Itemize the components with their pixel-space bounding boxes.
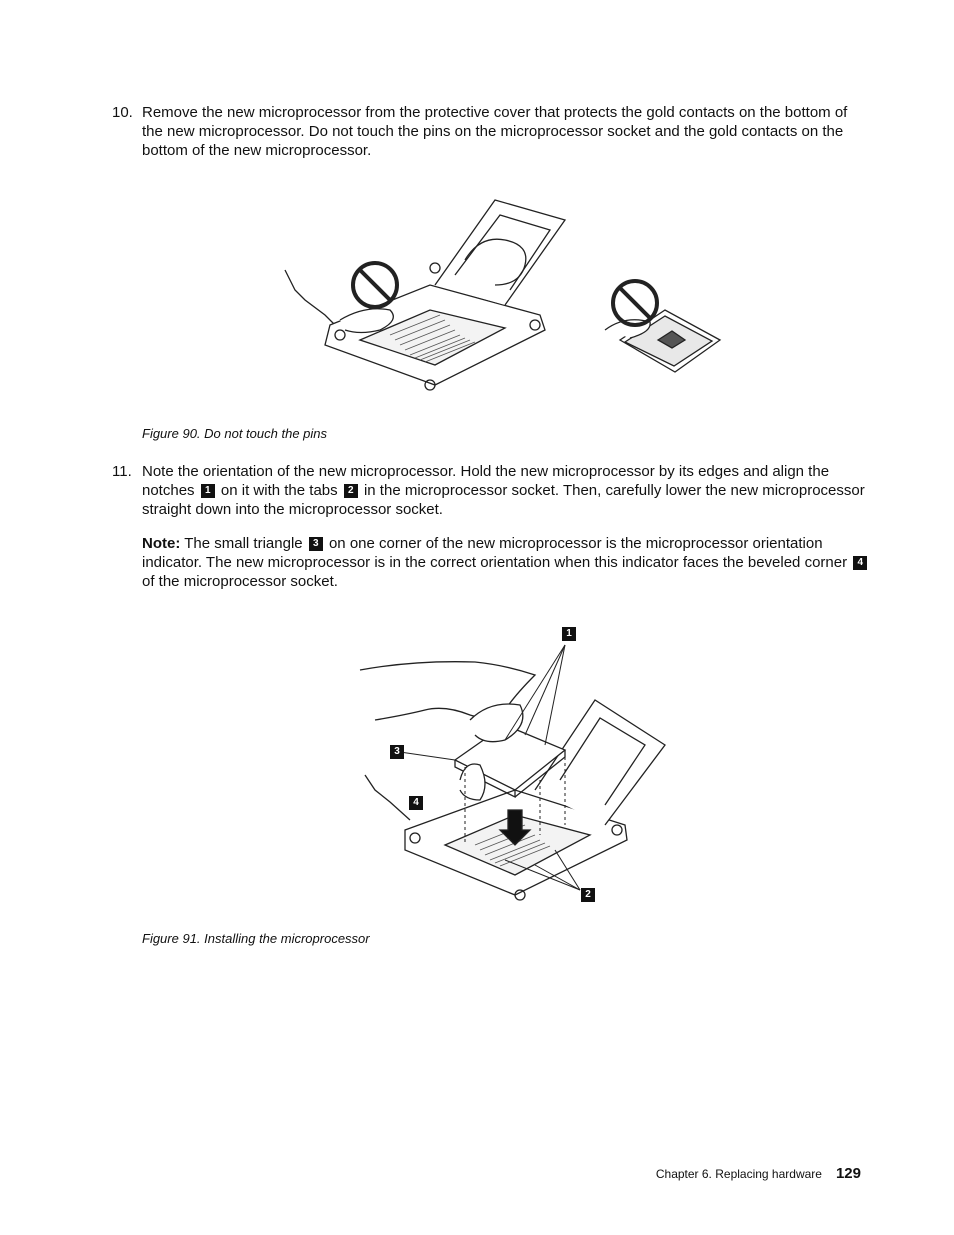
- note-text-part: on one corner of the new microprocessor is the microprocessor orientation indicator. The new microprocessor is in the correct orientation when this indicator faces the beveled corner: [142, 535, 848, 571]
- step-number: 11.: [112, 463, 132, 480]
- callout-badge: 3: [309, 537, 323, 551]
- step-11: [112, 462, 872, 519]
- note-text-part: The small triangle: [184, 535, 303, 552]
- figure-90-caption: Figure 90. Do not touch the pins: [142, 426, 328, 441]
- step-text-part: Note the orientation of the new microprocessor. Hold the new microprocessor by its edges and align the notches: [142, 463, 830, 499]
- figure-91-callout-3: 3: [390, 745, 404, 759]
- figure-91-caption: Figure 91. Installing the microprocessor: [142, 931, 370, 946]
- step-text: Remove the new microprocessor from the protective cover that protects the gold contacts on the bottom of the new microprocessor. Do not touch the pins on the microprocessor socket and the gold contacts on the bottom of the new microprocessor.: [142, 104, 848, 159]
- figure-91-illustration: [355, 640, 675, 910]
- step-text-part: on it with the tabs: [220, 482, 338, 499]
- page-footer: [656, 1165, 861, 1182]
- figure-91-callout-4: 4: [409, 796, 423, 810]
- callout-badge: 1: [201, 484, 215, 498]
- step-text: [142, 462, 872, 519]
- step-text-part: in the microprocessor socket. Then, carefully lower the new microprocessor straight down into the microprocessor socket.: [142, 482, 865, 518]
- callout-badge: 2: [344, 484, 358, 498]
- figure-91-callout-1: 1: [562, 627, 576, 641]
- page-number: 129: [835, 1165, 861, 1182]
- figure-90-illustration: [280, 190, 730, 405]
- note-text-part: of the microprocessor socket.: [142, 573, 338, 590]
- figure-91-callout-2: 2: [581, 888, 595, 902]
- note-label: Note:: [142, 535, 181, 552]
- note-paragraph: [142, 534, 872, 591]
- callout-badge: 4: [853, 556, 867, 570]
- chapter-title: Chapter 6. Replacing hardware: [655, 1167, 822, 1181]
- step-number: 10.: [112, 104, 133, 121]
- step-10: [112, 103, 872, 160]
